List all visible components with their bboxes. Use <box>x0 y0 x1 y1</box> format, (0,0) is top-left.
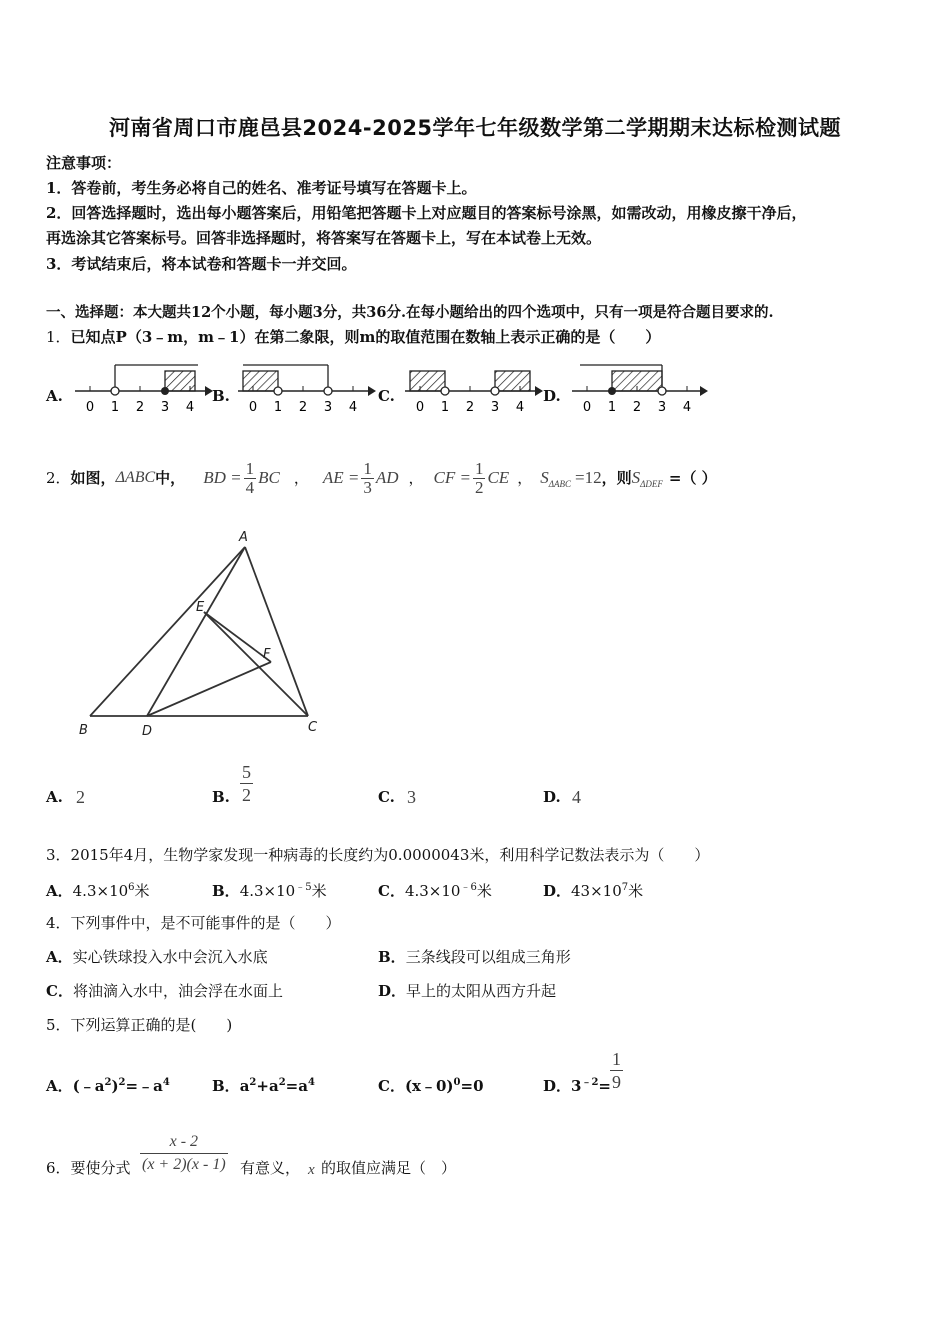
tick-label: 2 <box>135 400 145 415</box>
q2-option-a-label: A. <box>46 788 63 806</box>
tick-label: 4 <box>185 400 195 415</box>
q2-option-a: 2 <box>76 787 85 807</box>
q5-option-d-fraction: $\frac{1}{9}$ <box>612 1049 621 1092</box>
area-subscript: ΔABC <box>548 479 571 489</box>
q2-text: 中， <box>155 469 186 487</box>
tick-label: 0 <box>85 400 95 415</box>
q6-variable: x <box>308 1162 315 1178</box>
q2-text: =（ ） <box>668 469 717 487</box>
vertex-label: D <box>142 724 153 739</box>
area-value: =12 <box>575 468 602 487</box>
number-line-b <box>238 365 376 415</box>
notice-item: 2．回答选择题时，选出每小题答案后，用铅笔把答题卡上对应题目的答案标号涂黑，如需改动，用橡皮擦干净后， <box>46 204 807 222</box>
q1-number-lines <box>0 350 950 420</box>
tick-label: 3 <box>323 400 333 415</box>
q3-option-a: A．$4.3\times 10^6$米 <box>46 882 150 900</box>
tick-label: 0 <box>248 400 258 415</box>
tick-label: 4 <box>515 400 525 415</box>
q2-ce: CE <box>487 468 510 487</box>
number-line-a <box>75 365 213 415</box>
question-number: 2． <box>46 469 71 487</box>
tick-label: 1 <box>607 400 617 415</box>
tick-label: 2 <box>465 400 475 415</box>
question-2 <box>46 448 717 508</box>
q4-option-b: B．三条线段可以组成三角形 <box>378 948 571 966</box>
q5-option-d: D．$3^{﹣2}=$ <box>543 1077 611 1095</box>
notice-item: 1．答卷前，考生务必将自己的姓名、准考证号填写在答题卡上。 <box>46 179 477 197</box>
vertex-label: F <box>263 647 271 662</box>
q1-option-a-label: A. <box>46 387 63 405</box>
tick-label: 3 <box>657 400 667 415</box>
notice-heading: 注意事项： <box>46 154 122 172</box>
vertex-label: A <box>239 530 248 545</box>
q2-text: ，则 <box>601 469 632 487</box>
tick-label: 3 <box>160 400 170 415</box>
q2-bd: BD = <box>203 468 242 487</box>
q2-ad: AD <box>375 468 399 487</box>
q2-option-b-label: B. <box>212 788 230 806</box>
q2-triangle-figure <box>70 525 340 745</box>
q2-bc: BC <box>258 468 280 487</box>
comma: ， <box>408 469 424 487</box>
q2-option-d-label: D. <box>543 788 561 806</box>
question-text: 已知点P（3﹣m，m﹣1）在第二象限，则m的取值范围在数轴上表示正确的是（ ） <box>70 328 661 346</box>
q2-triangle: ΔABC <box>115 469 156 486</box>
q2-option-c-label: C. <box>378 788 395 806</box>
q5-option-b: B．$a^2+a^2=a^4$ <box>212 1077 315 1095</box>
tick-label: 1 <box>440 400 450 415</box>
area-subscript: ΔDEF <box>640 479 663 489</box>
notice-item: 3．考试结束后，将本试卷和答题卡一并交回。 <box>46 255 357 273</box>
q4-option-d: D．早上的太阳从西方升起 <box>378 982 557 1000</box>
q2-cf: CF = <box>433 468 471 487</box>
tick-label: 2 <box>298 400 308 415</box>
q2-option-d: 4 <box>572 787 581 807</box>
question-3: 3．2015年4月，生物学家发现一种病毒的长度约为0.0000043米，利用科学记数法表示为（ ） <box>46 846 710 864</box>
comma: ， <box>293 469 309 487</box>
q5-option-a: A．$(﹣a^2)^2=﹣a^4$ <box>46 1077 170 1095</box>
tick-label: 3 <box>490 400 500 415</box>
q3-option-c: C．$4.3\times 10^{﹣6}$米 <box>378 882 492 900</box>
question-1 <box>46 327 660 347</box>
q2-frac-ae: $\frac{1}{3}$ <box>363 458 372 497</box>
q4-option-a: A．实心铁球投入水中会沉入水底 <box>46 948 268 966</box>
q1-option-c-label: C. <box>378 387 395 405</box>
section-heading: 一、选择题：本大题共12个小题，每小题3分，共36分.在每小题给出的四个选项中，只有一项是符合题目要求的. <box>46 304 774 321</box>
tick-label: 4 <box>682 400 692 415</box>
q2-ae: AE = <box>322 468 360 487</box>
q2-option-c: 3 <box>407 787 416 807</box>
vertex-label: B <box>79 723 88 738</box>
q2-option-b: $\frac{5}{2}$ <box>242 762 251 805</box>
q1-option-b-label: B. <box>212 387 230 405</box>
question-6 <box>46 1158 131 1178</box>
q1-option-d-label: D. <box>543 387 561 405</box>
q6-text: 6．要使分式 <box>46 1159 131 1177</box>
q6-text: 有意义， <box>240 1159 301 1177</box>
tick-label: 4 <box>348 400 358 415</box>
tick-label: 0 <box>582 400 592 415</box>
comma: ， <box>517 469 533 487</box>
q5-option-c: C．(x﹣0)$^0$=0 <box>378 1077 484 1095</box>
page-title: 河南省周口市鹿邑县2024-2025学年七年级数学第二学期期末达标检测试题 <box>108 116 842 140</box>
q2-frac-bd: $\frac{1}{4}$ <box>245 458 255 497</box>
vertex-label: C <box>308 720 318 735</box>
q3-option-d: D．$43\times 10^7$米 <box>543 882 644 900</box>
area-symbol: S <box>631 468 641 487</box>
q2-text: 如图， <box>70 469 116 487</box>
tick-label: 2 <box>632 400 642 415</box>
tick-label: 0 <box>415 400 425 415</box>
question-5: 5．下列运算正确的是( ) <box>46 1016 233 1034</box>
question-4: 4．下列事件中，是不可能事件的是（ ） <box>46 914 341 932</box>
area-symbol: S <box>540 468 549 487</box>
number-line-c <box>405 371 543 415</box>
q4-option-c: C．将油滴入水中，油会浮在水面上 <box>46 982 283 1000</box>
question-number: 1． <box>46 328 71 346</box>
notice-item: 再选涂其它答案标号。回答非选择题时，将答案写在答题卡上，写在本试卷上无效。 <box>46 229 602 247</box>
number-line-d <box>572 365 708 415</box>
tick-label: 1 <box>110 400 120 415</box>
q6-fraction: $\frac{x - 2}{(x + 2)(x - 1)}$ <box>140 1131 228 1176</box>
q2-frac-cf: $\frac{1}{2}$ <box>474 458 484 497</box>
tick-label: 1 <box>273 400 283 415</box>
q3-option-b: B．$4.3\times 10^{﹣5}$米 <box>212 882 327 900</box>
q6-text: 的取值应满足（ ） <box>321 1159 457 1177</box>
vertex-label: E <box>196 600 205 615</box>
